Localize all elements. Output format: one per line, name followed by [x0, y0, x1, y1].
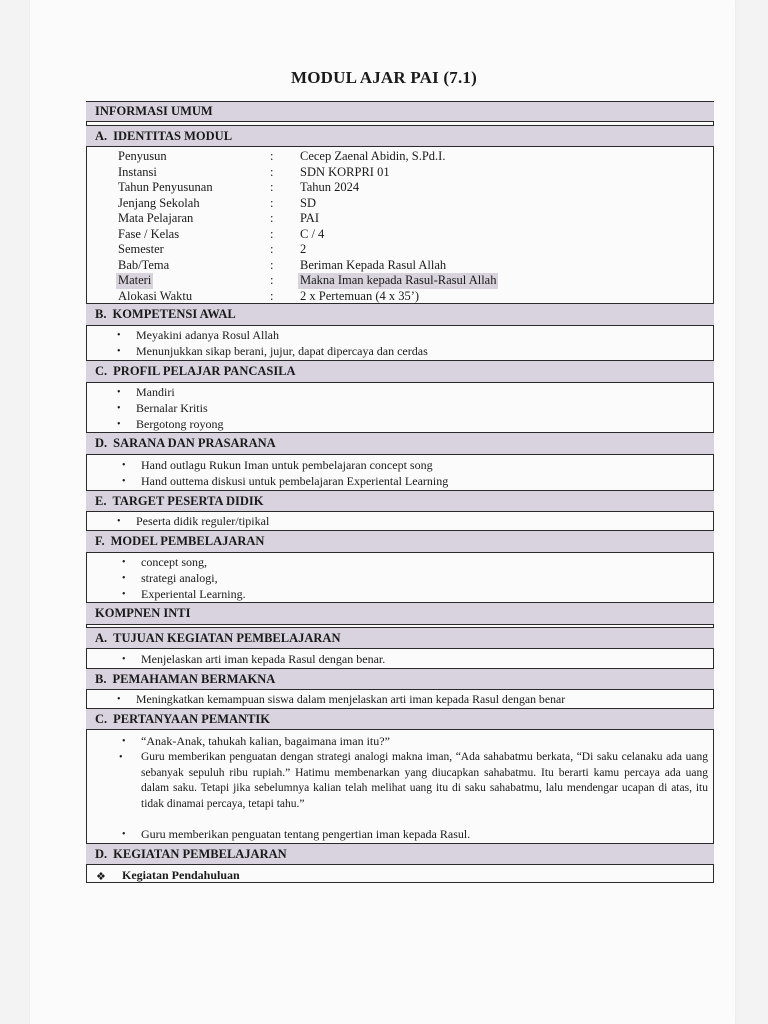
list-item-text: Bernalar Kritis: [136, 401, 208, 415]
identity-colon: :: [270, 180, 274, 194]
list-item-text: Meningkatkan kemampuan siswa dalam menjelaskan arti iman kepada Rasul dengan benar: [136, 692, 566, 706]
bullet: •: [117, 387, 121, 398]
identity-key: Fase / Kelas: [118, 226, 180, 241]
identity-value: 2 x Pertemuan (4 x 35’): [300, 288, 420, 303]
identity-colon: :: [270, 257, 274, 272]
header-label: KOMPNEN INTI: [95, 606, 191, 620]
header-kegiatan-pembelajaran: [86, 843, 714, 865]
list-item: [122, 652, 386, 667]
header-informasi-umum: [86, 101, 714, 122]
list-item-text: “Anak-Anak, tahukah kalian, bagaimana iman itu?”: [141, 734, 390, 748]
list-item-text: strategi analogi,: [141, 571, 218, 585]
header-label: MODEL PEMBELAJARAN: [110, 534, 265, 548]
identity-value: SDN KORPRI 01: [300, 164, 390, 179]
header-letter: A.: [95, 630, 108, 645]
identity-colon: :: [270, 164, 274, 179]
header-label: SARANA DAN PRASARANA: [113, 436, 276, 450]
list-item-text: Hand outtema diskusi untuk pembelajaran Experiental Learning: [141, 474, 449, 488]
identity-value: C / 4: [300, 226, 325, 241]
header-pemahaman-bermakna: [86, 668, 714, 690]
identity-key: Alokasi Waktu: [118, 288, 193, 303]
list-item: [122, 734, 390, 749]
header-kompetensi-awal: [86, 303, 714, 326]
identity-value: Makna Iman kepada Rasul-Rasul Allah: [300, 273, 497, 287]
header-target-peserta: [86, 490, 714, 512]
identity-colon: :: [270, 242, 274, 256]
identity-key: Tahun Penyusunan: [118, 180, 213, 194]
identity-colon: :: [270, 149, 274, 163]
identity-key: Penyusun: [118, 149, 167, 163]
bullet: •: [119, 752, 123, 763]
identity-key: Mata Pelajaran: [118, 211, 194, 225]
bullet: •: [122, 654, 126, 665]
list-item: [122, 474, 449, 489]
header-letter: F.: [95, 534, 105, 548]
list-item-text: Menunjukkan sikap berani, jujur, dapat dipercaya dan cerdas: [136, 344, 428, 358]
list-item: [117, 328, 279, 343]
bullet: •: [122, 476, 126, 487]
list-item: [119, 750, 708, 813]
header-label: PROFIL PELAJAR PANCASILA: [113, 364, 296, 378]
bullet: •: [122, 573, 126, 584]
list-item: [117, 344, 428, 359]
identity-value: 2: [300, 242, 307, 256]
bullet: •: [117, 419, 121, 430]
header-letter: C.: [95, 364, 108, 378]
identity-key: Instansi: [118, 164, 157, 179]
header-letter: B.: [95, 671, 107, 686]
list-item-text: concept song,: [141, 555, 207, 569]
identity-key: Bab/Tema: [118, 257, 170, 272]
bullet: •: [122, 460, 126, 471]
identity-key: Materi: [118, 273, 152, 287]
header-label: INFORMASI UMUM: [95, 104, 213, 118]
bullet: •: [122, 589, 126, 600]
identity-colon: :: [270, 273, 274, 287]
bullet: •: [117, 403, 121, 414]
list-item-text: Guru memberikan penguatan tentang pengertian iman kepada Rasul.: [141, 827, 471, 841]
list-item: [122, 458, 433, 473]
header-label: PEMAHAMAN BERMAKNA: [112, 671, 276, 686]
header-label: TUJUAN KEGIATAN PEMBELAJARAN: [113, 630, 341, 645]
identity-colon: :: [270, 288, 274, 303]
list-item-text: Hand outlagu Rukun Iman untuk pembelajaran concept song: [141, 458, 433, 472]
list-item-text: Bergotong royong: [136, 417, 224, 431]
header-letter: E.: [95, 493, 107, 508]
list-item: [117, 514, 270, 529]
list-item: [122, 555, 207, 570]
list-item: [117, 401, 208, 416]
list-item: [117, 385, 175, 400]
bullet: •: [122, 829, 126, 840]
list-item-text: Experiental Learning.: [141, 587, 246, 601]
header-komponen-inti: [86, 602, 714, 625]
list-item: [122, 571, 218, 586]
subsection-title: Kegiatan Pendahuluan: [122, 868, 240, 882]
identity-value: PAI: [300, 211, 319, 225]
header-model-pembelajaran: [86, 530, 714, 553]
list-item-text: Peserta didik reguler/tipikal: [136, 514, 270, 528]
bullet: •: [117, 516, 121, 527]
identity-colon: :: [270, 226, 274, 241]
list-item-text: Menjelaskan arti iman kepada Rasul dengan benar.: [141, 652, 386, 666]
identity-value: SD: [300, 195, 316, 210]
identity-value: Tahun 2024: [300, 180, 360, 194]
header-label: KEGIATAN PEMBELAJARAN: [113, 846, 287, 861]
header-tujuan-kegiatan: [86, 627, 714, 649]
header-letter: C.: [95, 711, 108, 726]
bullet: •: [117, 330, 121, 341]
bullet: •: [117, 346, 121, 357]
list-item-text: Mandiri: [136, 385, 175, 399]
identity-key: Semester: [118, 242, 164, 256]
identity-colon: :: [270, 211, 274, 225]
list-item-text: Meyakini adanya Rosul Allah: [136, 328, 279, 342]
header-label: IDENTITAS MODUL: [113, 128, 233, 143]
identity-colon: :: [270, 195, 274, 210]
identity-value: Beriman Kepada Rasul Allah: [300, 257, 447, 272]
header-label: PERTANYAAN PEMANTIK: [113, 711, 271, 726]
list-item-text: Guru memberikan penguatan dengan strategi analogi makna iman, “Ada sahabatmu berkata, “Di saku celanaku ada uang sebanyak sepuluh ribu rupiah.” Hatimu membenarkan yang diucapkan sahabatmu. Itu berarti kamu percaya ada uang dalam saku. Tetapi jika sebelumnya kalian telah melihat uang itu di saku sahabatmu, lalu mendengar ucapan di atas, itu tidak dinamai percaya, tetapi tahu.”: [141, 751, 708, 811]
identity-value: Cecep Zaenal Abidin, S.Pd.I.: [300, 149, 446, 163]
list-item: [122, 587, 246, 602]
header-letter: D.: [95, 436, 108, 450]
header-pertanyaan-pemantik: [86, 708, 714, 730]
list-item: [117, 692, 566, 707]
bullet: •: [122, 736, 126, 747]
list-item: [122, 827, 471, 842]
bullet: •: [117, 694, 121, 705]
header-letter: B.: [95, 307, 107, 321]
header-label: KOMPETENSI AWAL: [112, 307, 236, 321]
header-label: TARGET PESERTA DIDIK: [112, 493, 264, 508]
bullet: •: [122, 557, 126, 568]
header-profil-pelajar: [86, 360, 714, 383]
identity-key: Jenjang Sekolah: [118, 195, 200, 210]
header-identitas-modul: [86, 125, 714, 147]
diamond-bullet-icon: ❖: [96, 871, 106, 883]
header-letter: A.: [95, 128, 108, 143]
header-sarana-prasarana: [86, 432, 714, 455]
document-title: MODUL AJAR PAI (7.1): [291, 68, 477, 87]
list-item: [117, 417, 224, 432]
header-letter: D.: [95, 846, 108, 861]
